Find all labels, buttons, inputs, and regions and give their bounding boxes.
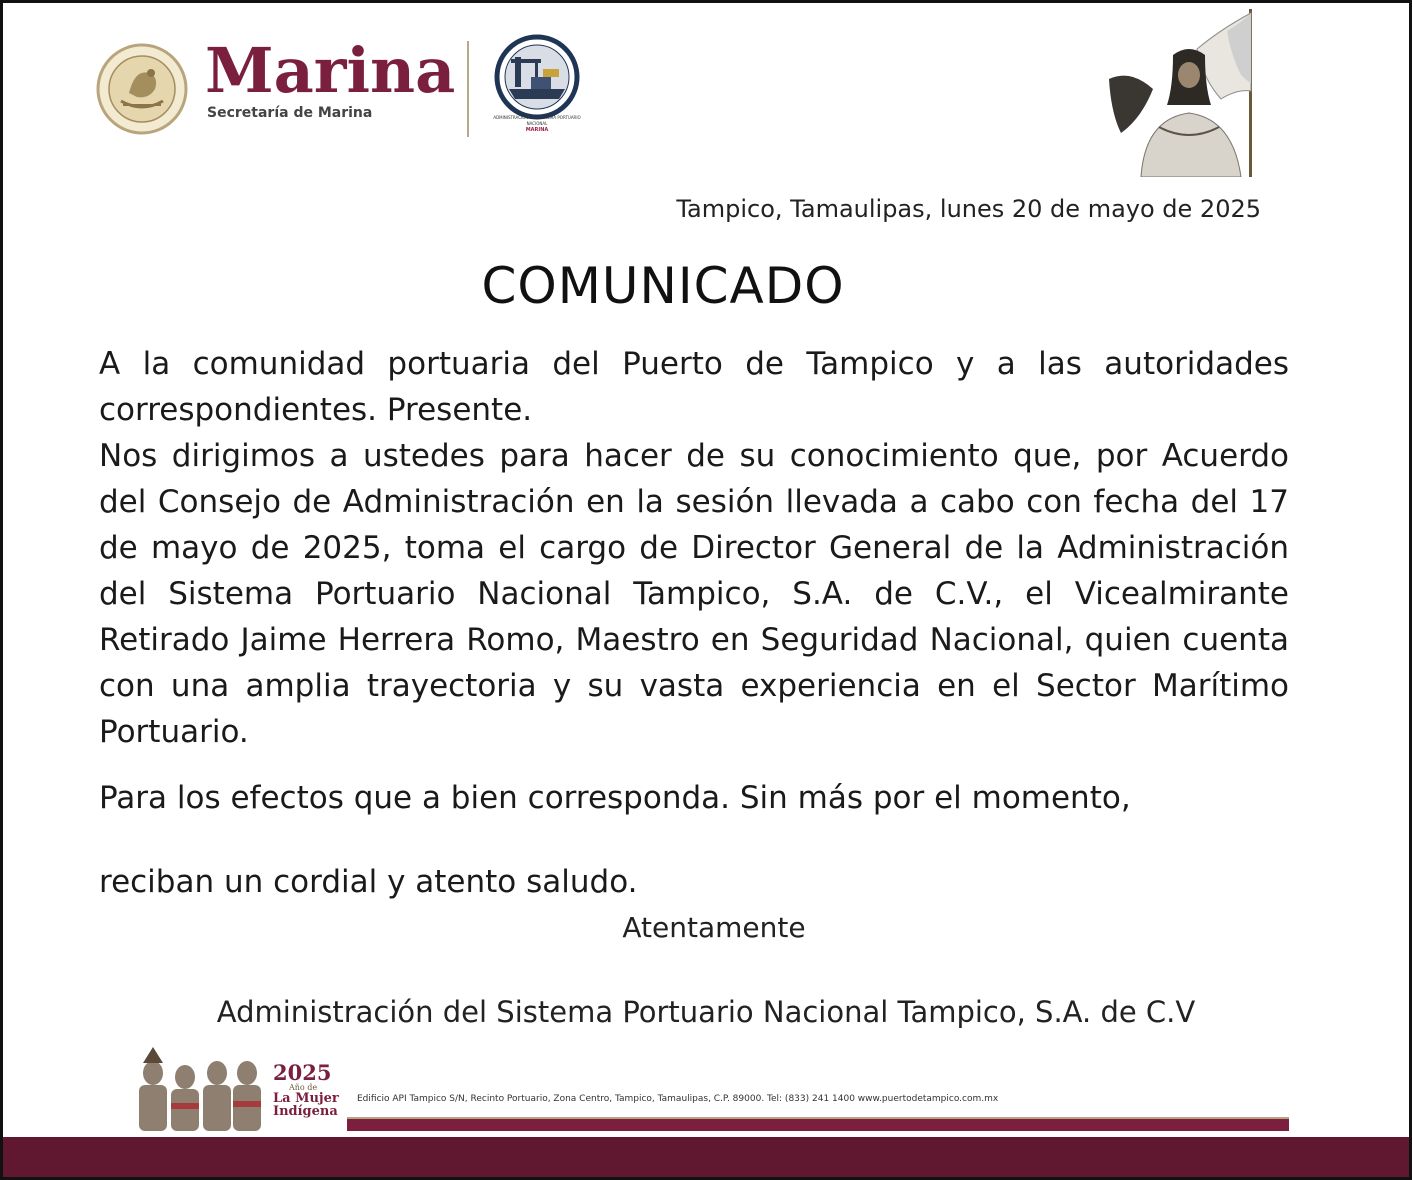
year-line-2: Indígena	[273, 1104, 338, 1119]
brand-subtitle: Secretaría de Marina	[207, 105, 373, 121]
brand-name: Marina	[205, 34, 456, 107]
mexico-seal-icon	[93, 43, 191, 135]
letter-closing-line-1: Para los efectos que a bien corresponda. Sin más por el momento,	[99, 780, 1131, 816]
signature-line: Administración del Sistema Portuario Nacional Tampico, S.A. de C.V	[216, 995, 1196, 1029]
bottom-band	[3, 1137, 1409, 1177]
letter-closing-line-2: reciban un cordial y atento saludo.	[99, 864, 638, 900]
letter-greeting: A la comunidad portuaria del Puerto de Tampico y a las autoridades correspondientes. Presente.	[99, 346, 1289, 428]
brand-block	[205, 35, 455, 121]
year-badge	[273, 1060, 353, 1119]
api-logo-text: ADMINISTRACIÓN DEL SISTEMA PORTUARIO NACIONAL	[493, 115, 581, 126]
year-sub: Año de	[289, 1083, 318, 1092]
indigenous-women-illustration	[129, 1043, 271, 1131]
closing-salutation: Atentamente	[622, 911, 806, 944]
letter-body	[99, 341, 1289, 905]
year-line-1: La Mujer	[273, 1091, 339, 1106]
heroine-flag-illustration	[1101, 9, 1271, 177]
page-title: COMUNICADO	[481, 257, 845, 315]
date-line: Tampico, Tamaulipas, lunes 20 de mayo de 2025	[676, 195, 1261, 223]
year-number: 2025	[273, 1060, 332, 1085]
footer-address: Edificio API Tampico S/N, Recinto Portuario, Zona Centro, Tampico, Tamaulipas, C.P. 89000. Tel: (833) 241 1400 www.puertodetampico.com.mx	[357, 1094, 999, 1104]
letter-paragraph: Nos dirigimos a ustedes para hacer de su conocimiento que, por Acuerdo del Consejo de Administración en la sesión llevada a cabo con fecha del 17 de mayo de 2025, toma el cargo de Director General de la Administración del Sistema Portuario Nacional Tampico, S.A. de C.V., el Vicealmirante Retirado Jaime Herrera Romo, Maestro en Seguridad Nacional, quien cuenta con una amplia trayectoria y su vasta experiencia en el Sector Marítimo Portuario.	[99, 438, 1289, 750]
header-divider	[467, 41, 469, 137]
api-logo-caption	[491, 115, 583, 133]
footer-rule	[347, 1117, 1289, 1131]
api-logo-tag: MARINA	[525, 127, 549, 133]
